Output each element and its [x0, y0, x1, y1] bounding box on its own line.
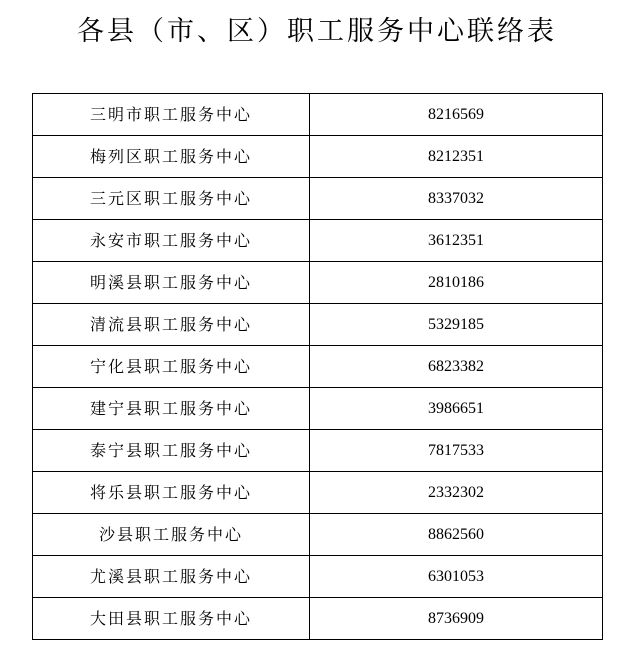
center-name: 泰宁县职工服务中心 [33, 430, 310, 472]
page-title: 各县（市、区）职工服务中心联络表 [77, 16, 557, 47]
phone-number: 2810186 [310, 262, 603, 304]
table-row [33, 598, 603, 640]
phone-number: 3612351 [310, 220, 603, 262]
center-name: 大田县职工服务中心 [33, 598, 310, 640]
center-name: 明溪县职工服务中心 [33, 262, 310, 304]
phone-number: 8216569 [310, 94, 603, 136]
center-name: 沙县职工服务中心 [33, 514, 310, 556]
center-name: 三元区职工服务中心 [33, 178, 310, 220]
phone-number: 6823382 [310, 346, 603, 388]
table-row [33, 304, 603, 346]
phone-number: 8337032 [310, 178, 603, 220]
phone-number: 7817533 [310, 430, 603, 472]
phone-number: 8212351 [310, 136, 603, 178]
table-row [33, 388, 603, 430]
phone-number: 8736909 [310, 598, 603, 640]
phone-number: 6301053 [310, 556, 603, 598]
center-name: 宁化县职工服务中心 [33, 346, 310, 388]
table-row [33, 178, 603, 220]
table-row [33, 136, 603, 178]
center-name: 尤溪县职工服务中心 [33, 556, 310, 598]
table-row [33, 430, 603, 472]
table-row [33, 556, 603, 598]
table-row [33, 262, 603, 304]
table-row [33, 220, 603, 262]
center-name: 清流县职工服务中心 [33, 304, 310, 346]
table-row [33, 472, 603, 514]
center-name: 永安市职工服务中心 [33, 220, 310, 262]
table-row [33, 514, 603, 556]
center-name: 三明市职工服务中心 [33, 94, 310, 136]
phone-number: 2332302 [310, 472, 603, 514]
table-row [33, 346, 603, 388]
contact-table [32, 93, 603, 640]
center-name: 建宁县职工服务中心 [33, 388, 310, 430]
phone-number: 3986651 [310, 388, 603, 430]
phone-number: 5329185 [310, 304, 603, 346]
center-name: 将乐县职工服务中心 [33, 472, 310, 514]
center-name: 梅列区职工服务中心 [33, 136, 310, 178]
phone-number: 8862560 [310, 514, 603, 556]
table-row [33, 94, 603, 136]
